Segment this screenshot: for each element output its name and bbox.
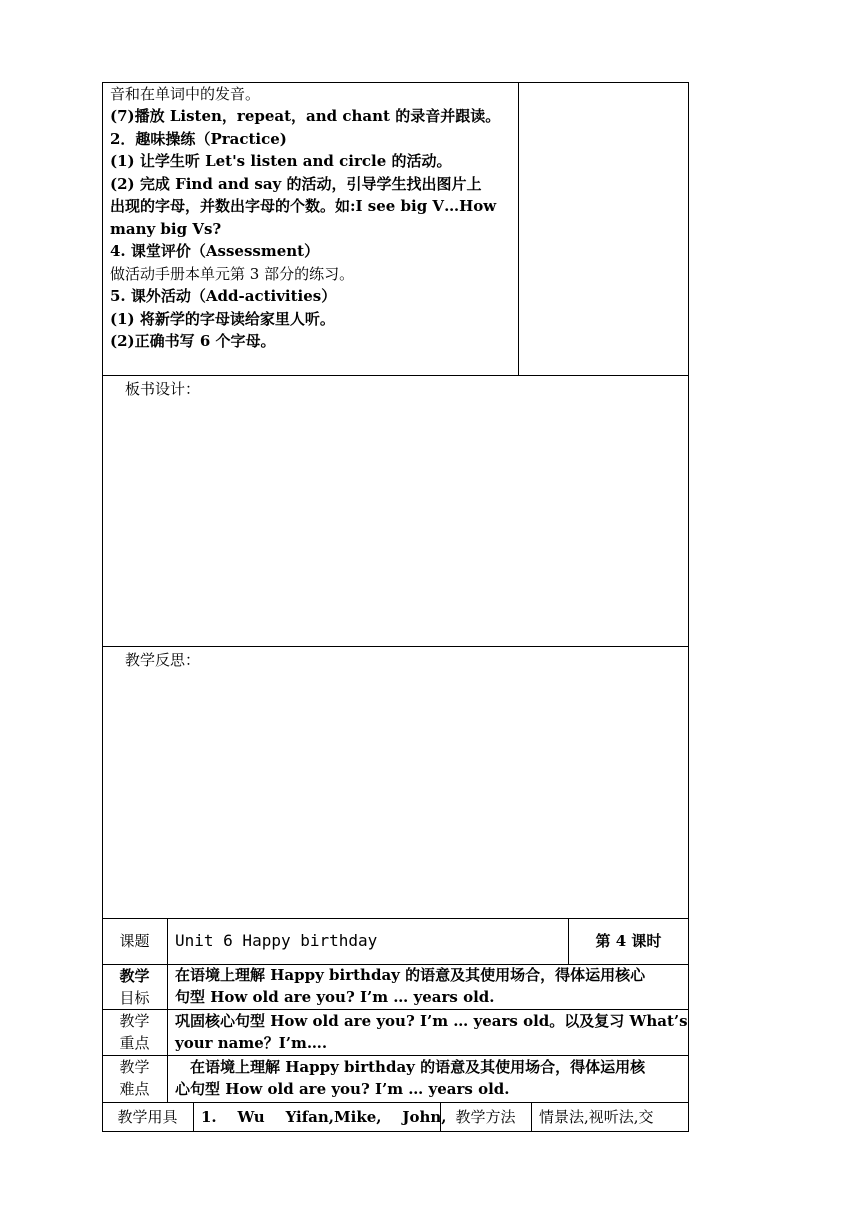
column-divider <box>193 1102 194 1132</box>
difficulty-label-line: 教学 <box>119 1058 150 1076</box>
procedure-line: 4. 课堂评价（Assessment） <box>110 242 320 260</box>
procedure-column-divider <box>518 82 519 376</box>
procedure-line: (2) 完成 Find and say 的活动，引导学生找出图片上 <box>110 175 482 193</box>
tools-value: 1. Wu Yifan,Mike, John, <box>201 1108 447 1126</box>
board-design-label: 板书设计： <box>125 380 201 398</box>
column-divider <box>167 918 168 1102</box>
goal-label-line: 教学 <box>119 967 150 985</box>
procedure-line: (2)正确书写 6 个字母。 <box>110 332 276 350</box>
difficulty-label-line: 难点 <box>119 1080 150 1098</box>
procedure-line: (1) 让学生听 Let's listen and circle 的活动。 <box>110 152 452 170</box>
procedure-line: many big Vs? <box>110 220 222 238</box>
procedure-line: 2．趣味操练（Practice) <box>110 130 287 148</box>
lesson-period: 第 4 课时 <box>595 932 662 950</box>
board-section-divider <box>102 375 689 376</box>
goal-label-line: 目标 <box>119 989 150 1007</box>
goal-text-line: 句型 How old are you? I’m … years old. <box>175 988 495 1006</box>
focus-label-line: 教学 <box>119 1012 150 1030</box>
methods-value: 情景法,视听法,交 <box>539 1108 654 1126</box>
topic-value: Unit 6 Happy birthday <box>175 931 378 950</box>
topic-label: 课题 <box>119 932 150 950</box>
procedure-line: 5. 课外活动（Add-activities） <box>110 287 337 305</box>
focus-text-line: 巩固核心句型 How old are you? I’m … years old。以及复习 What’s <box>175 1012 688 1030</box>
procedure-line: (1) 将新学的字母读给家里人听。 <box>110 310 335 328</box>
procedure-line: 做活动手册本单元第 3 部分的练习。 <box>110 265 355 283</box>
focus-text-line: your name？I’m…. <box>175 1034 328 1052</box>
difficulty-text-line: 在语境上理解 Happy birthday 的语意及其使用场合，得体运用核 <box>190 1058 646 1076</box>
procedure-line: 音和在单词中的发音。 <box>110 85 261 103</box>
procedure-line: 出现的字母，并数出字母的个数。如:I see big V…How <box>110 197 497 215</box>
procedure-line: (7)播放 Listen，repeat，and chant 的录音并跟读。 <box>110 107 501 125</box>
difficulty-text-line: 心句型 How old are you? I’m … years old. <box>175 1080 510 1098</box>
tools-label: 教学用具 <box>117 1108 178 1126</box>
column-divider <box>531 1102 532 1132</box>
focus-label-line: 重点 <box>119 1034 150 1052</box>
reflection-section-divider <box>102 646 689 647</box>
row-divider <box>102 1102 689 1103</box>
reflection-label: 教学反思： <box>125 651 201 669</box>
methods-label: 教学方法 <box>455 1108 516 1126</box>
goal-text-line: 在语境上理解 Happy birthday 的语意及其使用场合，得体运用核心 <box>175 966 646 984</box>
